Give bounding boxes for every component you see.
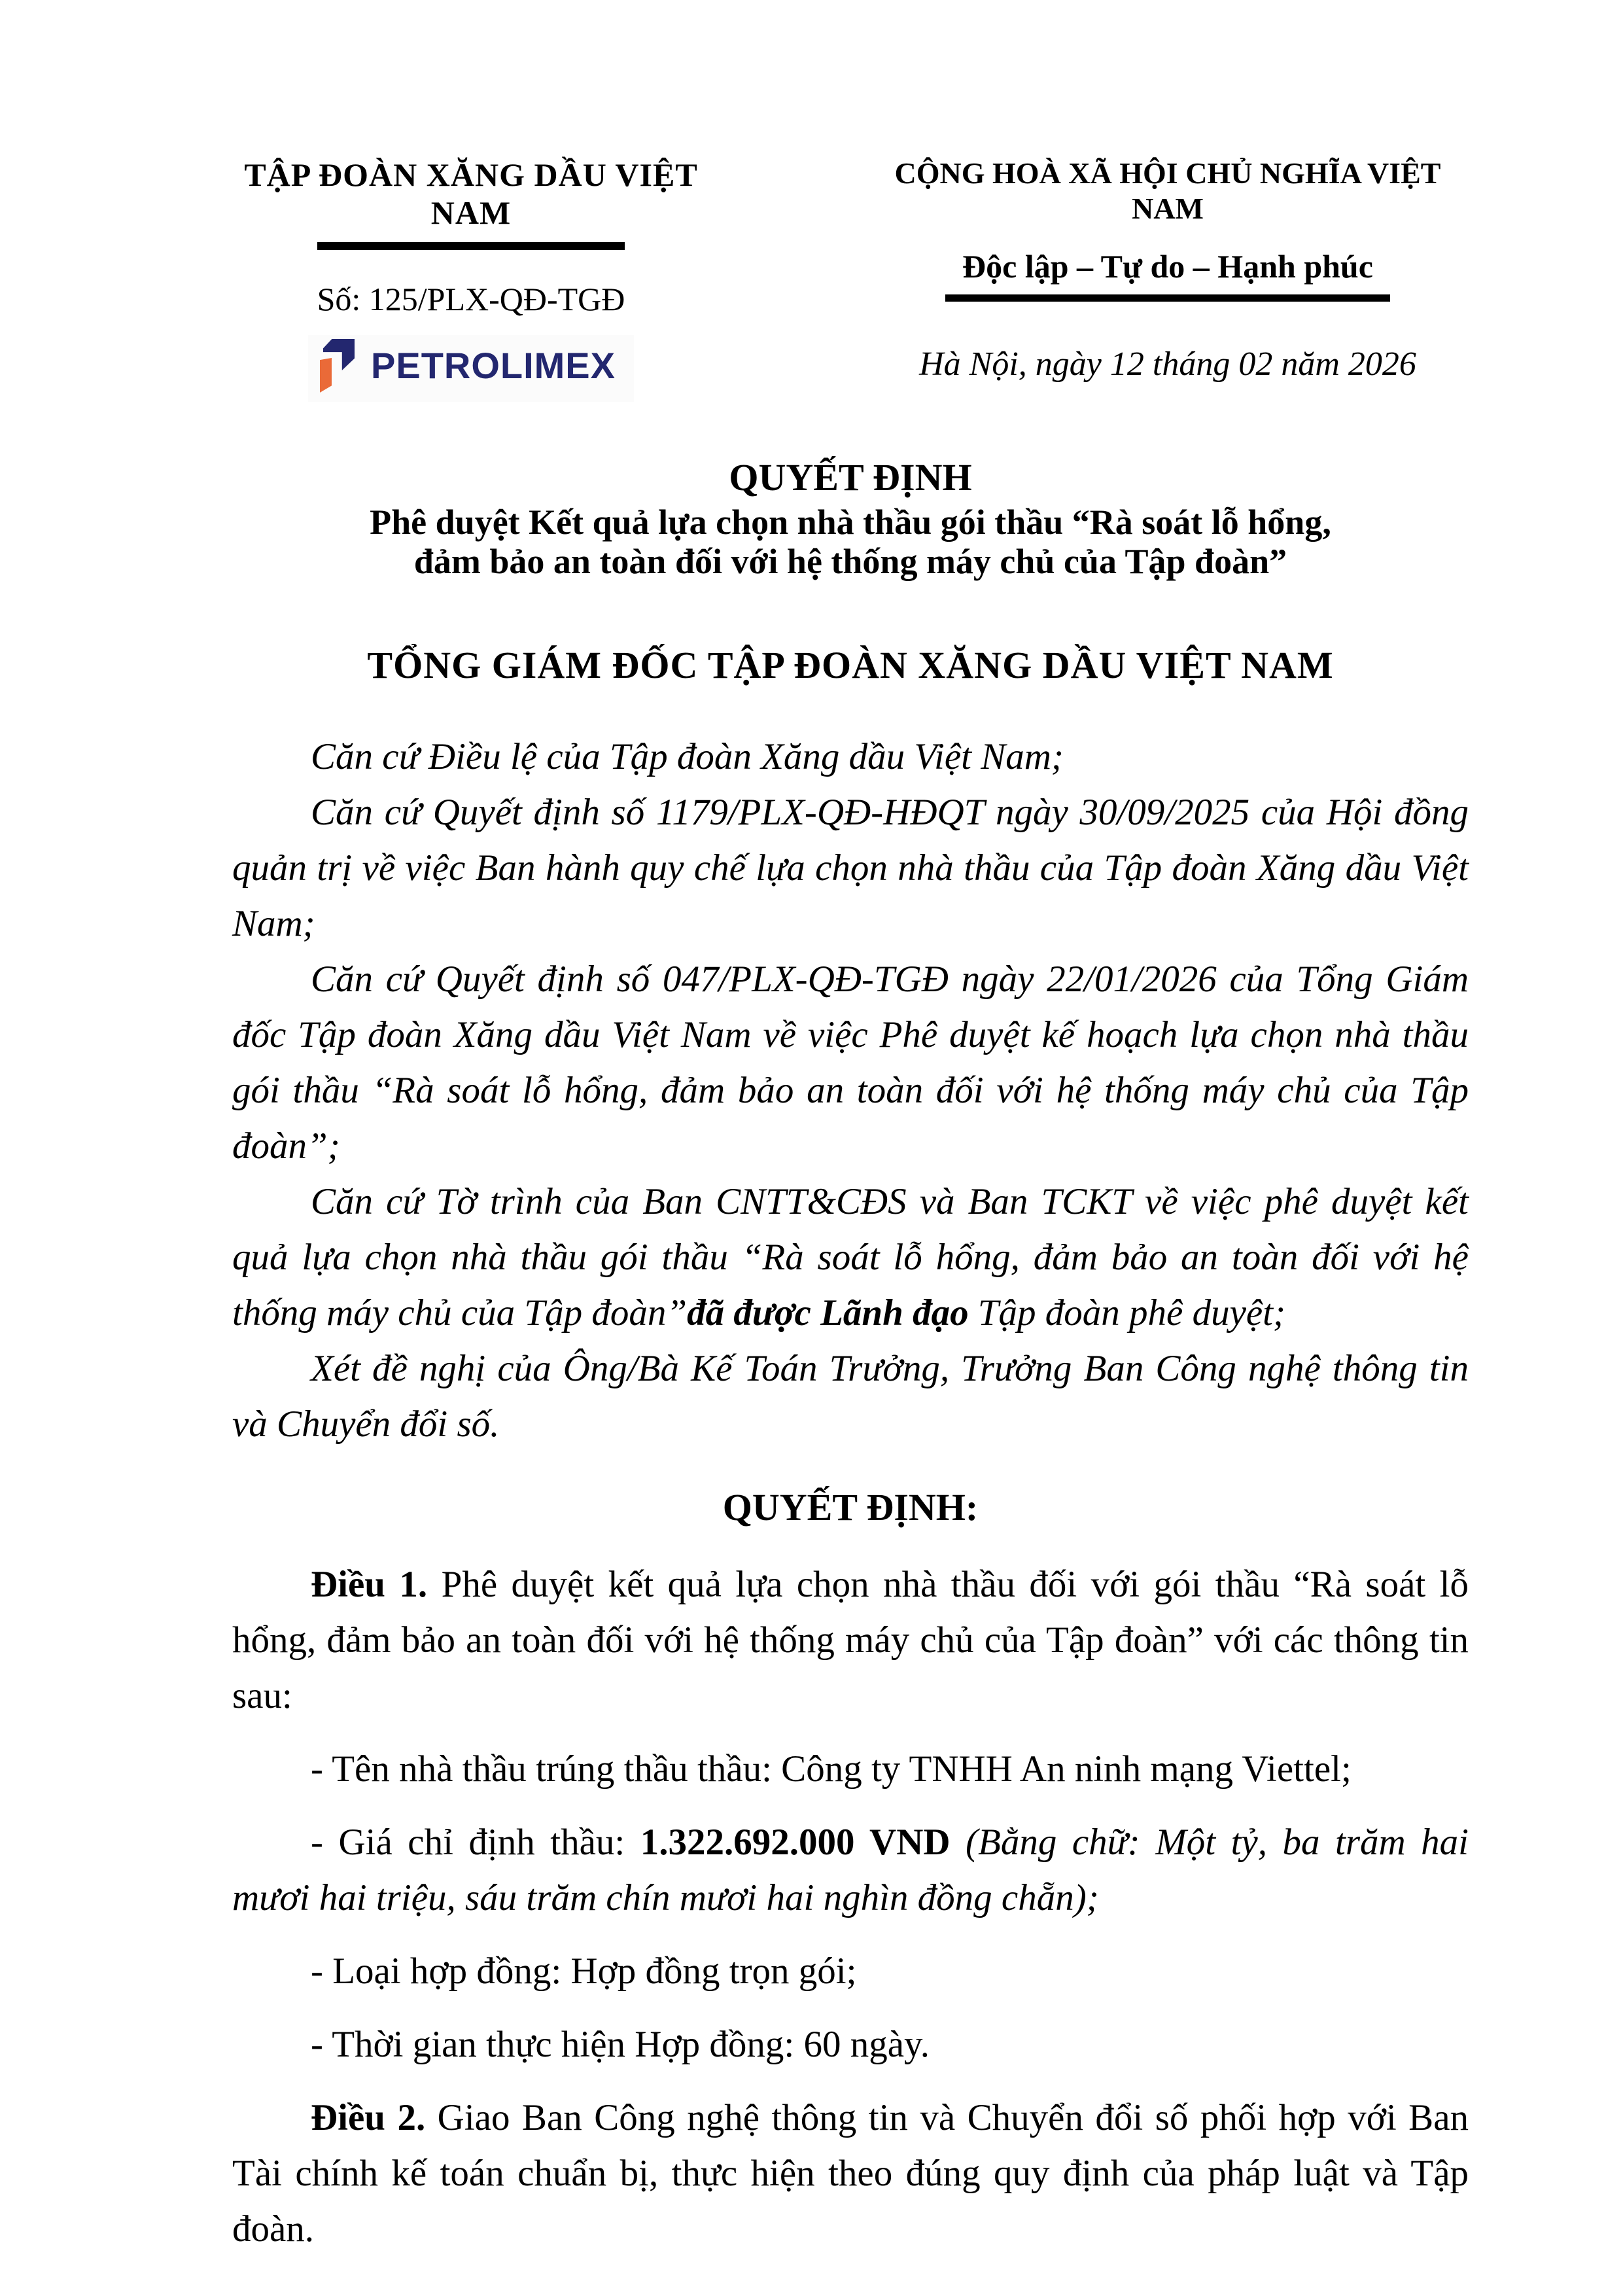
petrolimex-bar-shape-icon [320,358,332,393]
price-line [232,1814,1469,1926]
issuer-block [203,156,739,402]
petrolimex-logo [308,335,634,402]
article-2-text: Giao Ban Công nghệ thông tin và Chuyển đổi số phối hợp với Ban Tài chính kế toán chuẩn bị, thực hiện theo đúng quy định của pháp luật và Tập đoàn. [232,2097,1469,2250]
document-number: Số: 125/PLX-QĐ-TGĐ [317,281,625,317]
preamble-paragraph: Xét đề nghị của Ông/Bà Kế Toán Trưởng, Trưởng Ban Công nghệ thông tin và Chuyển đổi số. [232,1348,1469,1445]
issuer-underline [317,242,625,250]
preamble-text-emphasis: đã được Lãnh đạo [687,1292,969,1333]
contract-type-line: - Loại hợp đồng: Hợp đồng trọn gói; [311,1951,857,1992]
preamble-paragraph: Căn cứ Quyết định số 1179/PLX-QĐ-HĐQT ngày 30/09/2025 của Hội đồng quản trị về việc Ban hành quy chế lựa chọn nhà thầu của Tập đoàn Xăng dầu Việt Nam; [232,792,1469,944]
article-2-paragraph [232,2090,1469,2257]
national-block [873,156,1462,384]
article-1-text: Phê duyệt kết quả lựa chọn nhà thầu đối với gói thầu “Rà soát lỗ hổng, đảm bảo an toàn đối với hệ thống máy chủ của Tập đoàn” với các thông tin sau: [232,1564,1469,1716]
preamble-paragraph [232,1174,1469,1341]
document-body [232,450,1469,2257]
decision-heading: QUYẾT ĐỊNH: [722,1486,979,1528]
price-label: - Giá chỉ định thầu: [311,1822,640,1863]
preamble-section [232,729,1469,1452]
issuer-name: TẬP ĐOÀN XĂNG DẦU VIỆT NAM [244,156,698,231]
preamble-text: Căn cứ Tờ trình của Ban CNTT&CĐS và Ban TCKT về việc phê duyệt kết quả lựa chọn nhà thầu gói thầu “Rà soát lỗ hổng, đảm bảo an toàn đối với hệ thống máy chủ của Tập đoàn” [232,1181,1469,1333]
motto-underline [945,294,1390,302]
article-2-label: Điều 2. [311,2097,426,2138]
document-subtitle-line1: Phê duyệt Kết quả lựa chọn nhà thầu gói thầu “Rà soát lỗ hổng, [370,503,1331,542]
petrolimex-wordmark: PETROLIMEX [370,345,616,386]
document-title: QUYẾT ĐỊNH [729,456,972,499]
national-title: CỘNG HOÀ XÃ HỘI CHỦ NGHĨA VIỆT NAM [894,156,1441,225]
price-value: 1.322.692.000 VND [640,1822,966,1863]
petrolimex-logo-icon [320,339,355,393]
price-in-words: (Bằng chữ: Một tỷ, ba trăm hai mươi hai triệu, sáu trăm chín mươi hai nghìn đồng chẵn); [232,1822,1469,1918]
document-subtitle [232,503,1469,581]
duration-line: - Thời gian thực hiện Hợp đồng: 60 ngày. [311,2024,930,2065]
issuing-authority-heading: TỔNG GIÁM ĐỐC TẬP ĐOÀN XĂNG DẦU VIỆT NAM [367,644,1334,686]
preamble-paragraph: Căn cứ Điều lệ của Tập đoàn Xăng dầu Việt Nam; [311,736,1064,777]
document-subtitle-line2: đảm bảo an toàn đối với hệ thống máy chủ của Tập đoàn” [413,542,1287,581]
preamble-text: Tập đoàn phê duyệt; [968,1292,1285,1333]
place-and-date: Hà Nội, ngày 12 tháng 02 năm 2026 [919,345,1416,383]
article-1-paragraph [232,1557,1469,1723]
contractor-line: - Tên nhà thầu trúng thầu thầu: Công ty TNHH An ninh mạng Viettel; [311,1748,1352,1790]
article-1-label: Điều 1. [311,1564,428,1605]
articles-section [232,1557,1469,2257]
preamble-paragraph: Căn cứ Quyết định số 047/PLX-QĐ-TGĐ ngày 22/01/2026 của Tổng Giám đốc Tập đoàn Xăng dầu Việt Nam về việc Phê duyệt kế hoạch lựa chọn nhà thầu gói thầu “Rà soát lỗ hổng, đảm bảo an toàn đối với hệ thống máy chủ của Tập đoàn”; [232,959,1469,1167]
national-motto: Độc lập – Tự do – Hạnh phúc [962,248,1373,285]
